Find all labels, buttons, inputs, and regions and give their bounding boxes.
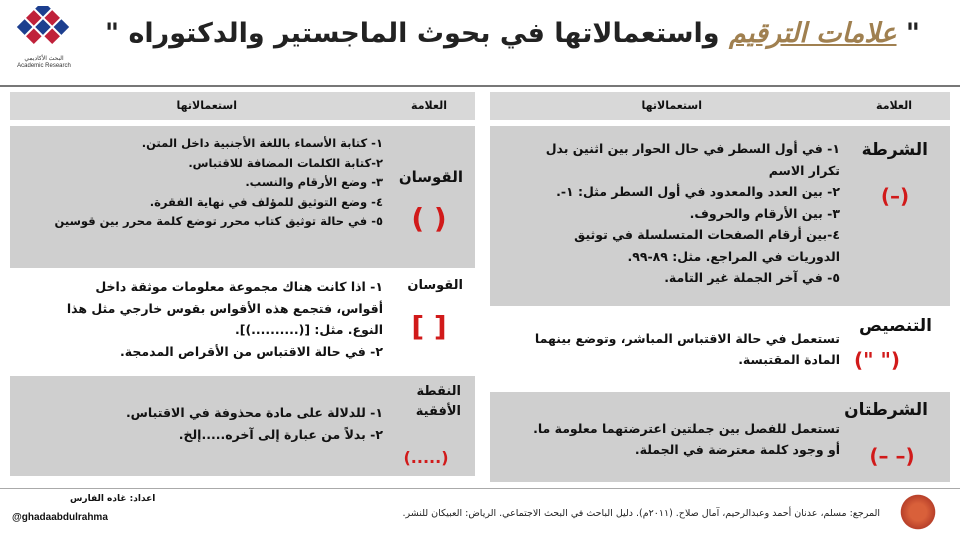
list-item: أو وجود كلمة معترضة في الجملة.: [634, 442, 840, 457]
double-dash-symbol-icon: (– –): [869, 444, 915, 468]
uses-ellipsis: [126, 402, 383, 446]
list-item: تستعمل للفصل بين جملتين اعترضتهما معلومة ما.: [533, 421, 840, 436]
dash-symbol-icon: (–): [880, 184, 910, 208]
mark-name-ellipsis: النقطة الأفقية: [415, 384, 461, 419]
mark-name-double-dash: الشرطتان: [844, 400, 928, 420]
row-brackets: [10, 270, 475, 374]
parentheses-symbol-icon: ( ): [411, 202, 447, 235]
row-parentheses: [10, 126, 475, 268]
right-col-mark-label: العلامة: [876, 99, 912, 112]
brackets-symbol-icon: [ ]: [411, 310, 447, 343]
uses-parentheses: [55, 134, 383, 232]
list-item: تستعمل في حالة الاقتباس المباشر، وتوضع بينهما: [534, 331, 840, 346]
quotation-symbol-icon: (" "): [853, 348, 901, 372]
right-table-header: [490, 92, 950, 120]
left-table-header: [10, 92, 475, 120]
list-item: ١- كتابة الأسماء باللغة الأجنبية داخل المتن.: [141, 136, 383, 150]
author-handle: @ghadaabdulrahma: [12, 512, 108, 523]
left-col-mark-label: العلامة: [411, 99, 447, 112]
mark-name-brackets: القوسان: [407, 278, 463, 293]
row-dash: [490, 126, 950, 306]
list-item: ١- اذا كانت هناك مجموعة معلومات موثقة داخل: [95, 279, 383, 294]
header-divider: [0, 85, 960, 87]
list-item: ١- للدلالة على مادة محذوفة في الاقتباس.: [125, 405, 383, 420]
mark-name-dash: الشرطة: [861, 140, 928, 160]
ellipsis-symbol-icon: (.....): [403, 448, 449, 467]
mark-name-parentheses: القوسان: [398, 168, 463, 186]
uses-brackets: [67, 276, 383, 362]
list-item: ٢- في حالة الاقتباس من الأقراص المدمجة.: [120, 343, 383, 359]
list-item: ٣- بين الأرقام والحروف.: [689, 205, 840, 221]
list-item: ٤-بين أرقام الصفحات المتسلسلة في توثيق: [574, 227, 840, 242]
row-ellipsis: [10, 376, 475, 476]
list-item: ٥- في حالة توثيق كتاب محرر توضع كلمة محرر بين قوسين: [54, 214, 383, 228]
reference-text: المرجع: مسلم، عدنان أحمد وعبدالرحيم، آمال صلاح. (٢٠١١م). دليل الباحث في البحث الاجتماعي. الرياض: العبيكان للنشر.: [402, 508, 880, 519]
page-title: [105, 18, 920, 49]
list-item: ٢- بين العدد والمعدود في أول السطر مثل: ١-.: [556, 184, 840, 199]
logo-caption: [4, 56, 84, 70]
logo-text-ar: البحث الأكاديمي: [24, 56, 64, 62]
header: [0, 0, 960, 80]
list-item: ٤- وضع التوثيق للمؤلف في نهاية الفقرة.: [149, 194, 383, 209]
uses-dash: [546, 138, 840, 289]
mark-name-quotation: التنصيص: [859, 316, 932, 336]
uses-double-dash: [533, 418, 840, 460]
list-item: أقواس، فتجمع هذه الأقواس بقوس خارجي مثل هذا: [66, 300, 383, 316]
list-item: ١- في أول السطر في حال الحوار بين اثنين بدل: [545, 141, 840, 156]
title-accent: علامات الترقيم: [728, 18, 897, 49]
left-col-uses-label: استعمالاتها: [176, 99, 237, 112]
row-double-dash: [490, 392, 950, 482]
logo-text-en: Academic Research: [17, 63, 71, 69]
title-quote-close: ": [104, 18, 120, 49]
list-item: ٢-كتابة الكلمات المضافة للاقتباس.: [188, 155, 383, 170]
footer-divider: [0, 488, 960, 489]
author-credit: اعداد: غاده الفارس: [70, 494, 156, 504]
list-item: ٥- في آخر الجملة غير التامة.: [664, 270, 840, 285]
list-item: الدوريات في المراجع. مثل: ٨٩-٩٩.: [627, 248, 840, 264]
title-rest: واستعمالاتها في بحوث الماجستير والدكتوراه: [128, 18, 720, 49]
list-item: المادة المقتبسة.: [738, 352, 840, 367]
reference-circle-icon: [898, 492, 938, 532]
list-item: تكرار الاسم: [768, 162, 840, 178]
title-quote-open: ": [905, 18, 920, 49]
row-quotation: [490, 308, 950, 388]
list-item: النوع. مثل: [(..........)].: [235, 322, 383, 337]
uses-quotation: [535, 328, 840, 370]
list-item: ٣- وضع الأرقام والنسب.: [245, 175, 383, 189]
right-col-uses-label: استعمالاتها: [641, 99, 702, 112]
list-item: ٢- بدلاً من عبارة إلى آخره.....إلخ.: [178, 427, 383, 442]
